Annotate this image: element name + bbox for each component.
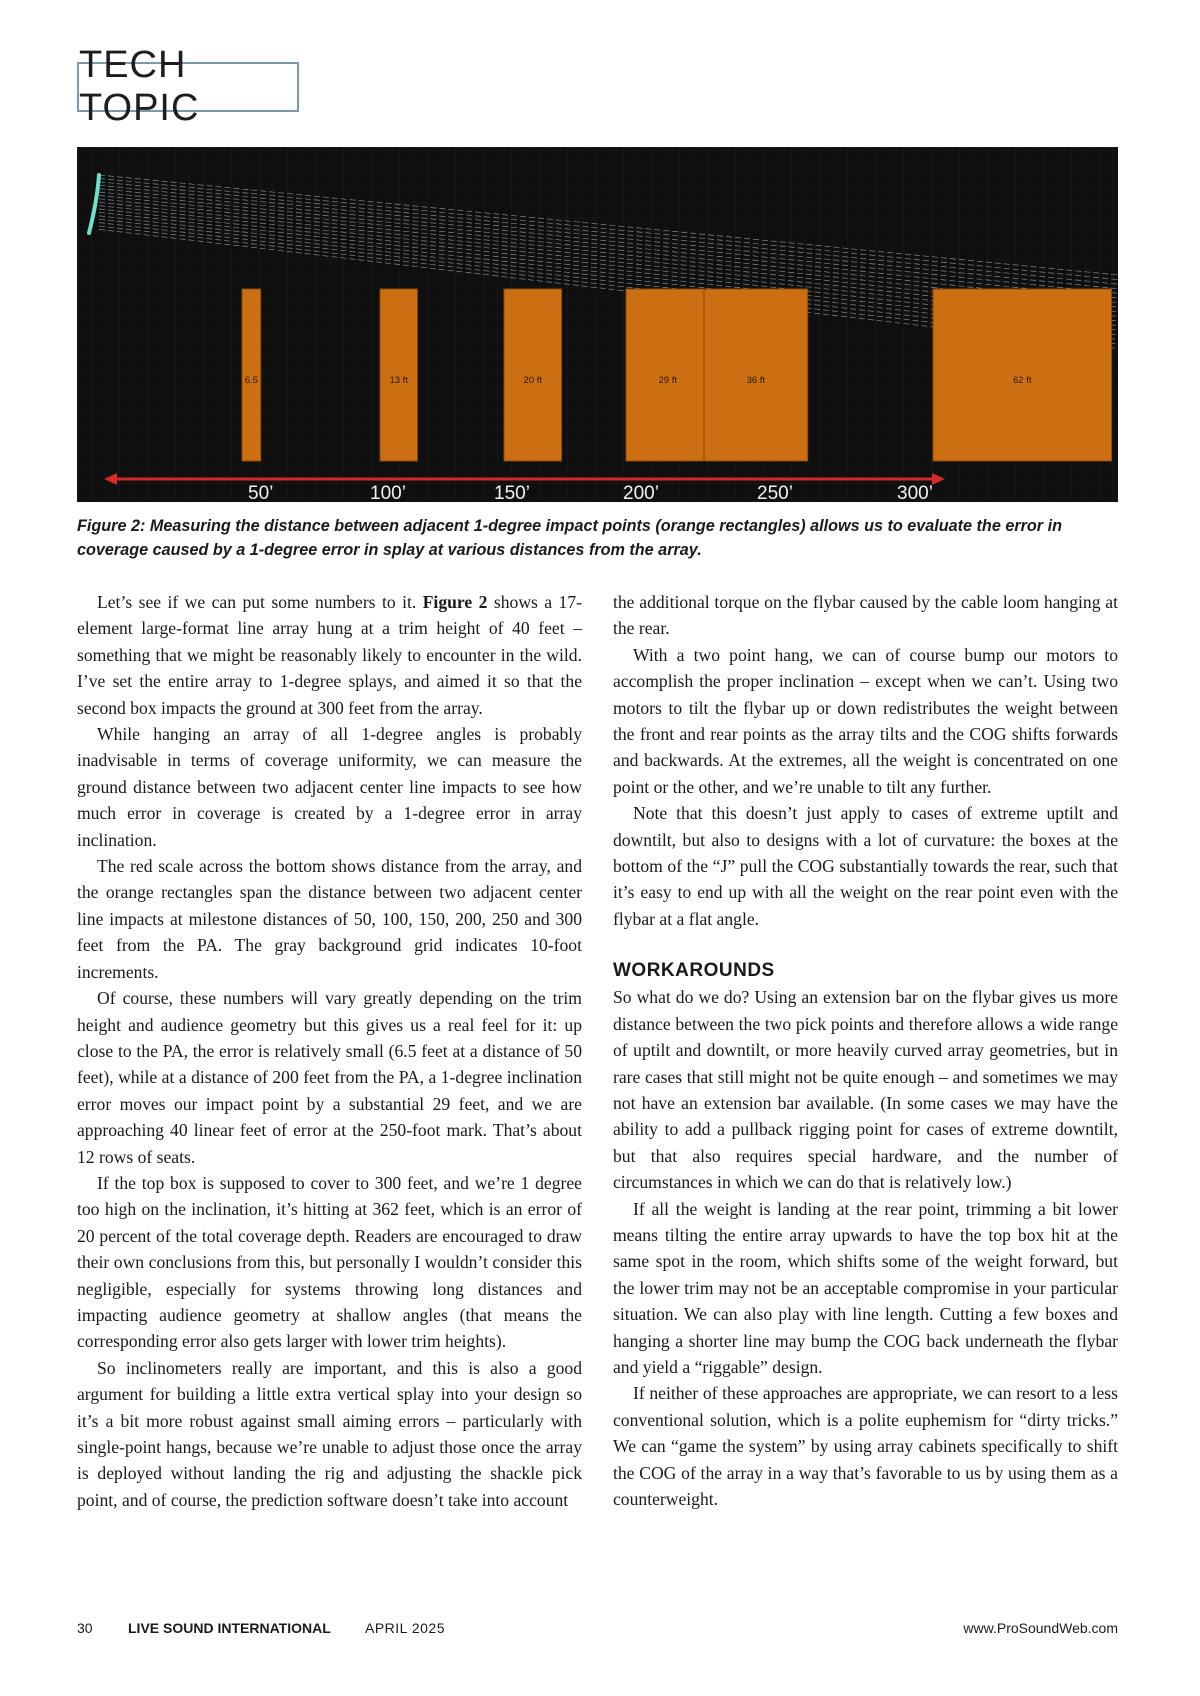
- paragraph: Note that this doesn’t just apply to cases of extreme uptilt and downtilt, but also to designs with a lot of curvature: the boxes at the bottom of the “J” pull the COG substantially towards the rear, such that it’s easy to end up with all the weight on the rear point even with the flybar at a flat angle.: [613, 803, 1118, 929]
- paragraph: the additional torque on the flybar caused by the cable loom hanging at the rear.: [613, 592, 1118, 639]
- paragraph: If the top box is supposed to cover to 300 feet, and we’re 1 degree too high on the inclination, it’s hitting at 362 feet, which is an error of 20 percent of the total coverage depth. Readers are encouraged to draw their own conclusions from this, but personally I wouldn’t consider this negligible, especially for systems throwing long distances and impacting audience geometry at shallow angles (that means the corresponding error also gets larger with lower trim heights).: [77, 1172, 582, 1352]
- section-heading-workarounds: WORKAROUNDS: [613, 960, 775, 982]
- paragraph: So inclinometers really are important, and this is also a good argument for building a little extra vertical splay into your design so it’s a bit more robust against small aiming errors – particularly with single-point hangs, because we’re unable to adjust those once the array is deployed without landing the rig and adjusting the shackle pick point, and of course, the prediction software doesn’t take into account: [77, 1357, 582, 1510]
- page-footer: [77, 1620, 1118, 1642]
- issue-date: APRIL 2025: [365, 1620, 445, 1636]
- impact-bar-label: 13 ft: [389, 375, 408, 386]
- right-column: [613, 589, 1118, 1512]
- scale-label: 300’: [897, 483, 933, 502]
- paragraph: The red scale across the bottom shows distance from the array, and the orange rectangles span the distance between two adjacent center line impacts at milestone distances of 50, 100, 150, 200, 250 and 300 feet from the PA. The gray background grid indicates 10-foot increments.: [77, 856, 582, 982]
- magazine-name: LIVE SOUND INTERNATIONAL: [128, 1620, 331, 1636]
- left-column: [77, 589, 582, 1513]
- impact-bar-label: 62 ft: [1013, 375, 1032, 386]
- page-number: 30: [77, 1620, 93, 1636]
- impact-bar-label: 29 ft: [658, 375, 678, 386]
- figure-caption: Figure 2: Measuring the distance between adjacent 1-degree impact points (orange rectangles) allows us to evaluate the error in coverage caused by a 1-degree error in splay at various distances from the array.: [77, 517, 1062, 559]
- figure-reference: Figure 2: [422, 592, 488, 612]
- scale-label: 250’: [757, 483, 793, 502]
- website-link[interactable]: www.ProSoundWeb.com: [963, 1620, 1118, 1636]
- paragraph: If all the weight is landing at the rear point, trimming a bit lower means tilting the entire array upwards to have the top box hit at the same spot in the room, which shifts some of the weight forward, but the lower trim may not be an acceptable compromise in your particular situation. We can also play with line length. Cutting a few boxes and hanging a shorter line may bump the COG back underneath the flybar and yield a “riggable” design.: [613, 1198, 1118, 1377]
- tech-topic-label: TECH TOPIC: [77, 62, 299, 112]
- paragraph: So what do we do? Using an extension bar on the flybar gives us more distance between the two pick points and therefore allows a wide range of uptilt and downtilt, or more heavily curved array geometries, but in rare cases that still might not be quite enough – and sometimes we may not have an extension bar available. (In some cases we may have the ability to add a pullback rigging point for cases of extreme downtilt, but that also requires special hardware, and the number of circumstances in which we can do that is relatively low.): [613, 987, 1118, 1193]
- figure-2-array-diagram: [77, 147, 1118, 502]
- scale-label: 50’: [248, 483, 274, 502]
- impact-bar-label: 36 ft: [746, 375, 766, 386]
- scale-label: 100’: [370, 483, 406, 502]
- paragraph: Of course, these numbers will vary greatly depending on the trim height and audience geometry but this gives us a real feel for it: up close to the PA, the error is relatively small (6.5 feet at a distance of 50 feet), while at a distance of 200 feet from the PA, a 1-degree inclination error moves our impact point by a substantial 29 feet, and we are approaching 40 linear feet of error at the 250-foot mark. That’s about 12 rows of seats.: [77, 988, 582, 1167]
- impact-bar-label: 6.5: [244, 375, 258, 386]
- paragraph: While hanging an array of all 1-degree angles is probably inadvisable in terms of coverage uniformity, we can measure the ground distance between two adjacent center line impacts to see how much error in coverage is created by a 1-degree error in array inclination.: [77, 724, 582, 850]
- paragraph: If neither of these approaches are appropriate, we can resort to a less conventional solution, which is a polite euphemism for “dirty tricks.” We can “game the system” by using array cabinets specifically to shift the COG of the array in a way that’s favorable to us by using them as a counterweight.: [613, 1383, 1118, 1509]
- array-coverage-chart: [77, 147, 1118, 502]
- impact-bar-label: 20 ft: [523, 375, 543, 386]
- paragraph: Let’s see if we can put some numbers to it. Figure 2 shows a 17-element large-format line array hung at a trim height of 40 feet – something that we might be reasonably likely to encounter in the wild. I’ve set the entire array to 1-degree splays, and aimed it so that the second box impacts the ground at 300 feet from the array.: [77, 592, 582, 718]
- scale-label: 200’: [623, 483, 659, 502]
- scale-label: 150’: [494, 483, 530, 502]
- paragraph: With a two point hang, we can of course bump our motors to accomplish the proper inclination – except when we can’t. Using two motors to tilt the flybar up or down redistributes the weight between the front and rear points as the array tilts and the COG shifts forwards and backwards. At the extremes, all the weight is concentrated on one point or the other, and we’re unable to tilt any further.: [613, 644, 1118, 797]
